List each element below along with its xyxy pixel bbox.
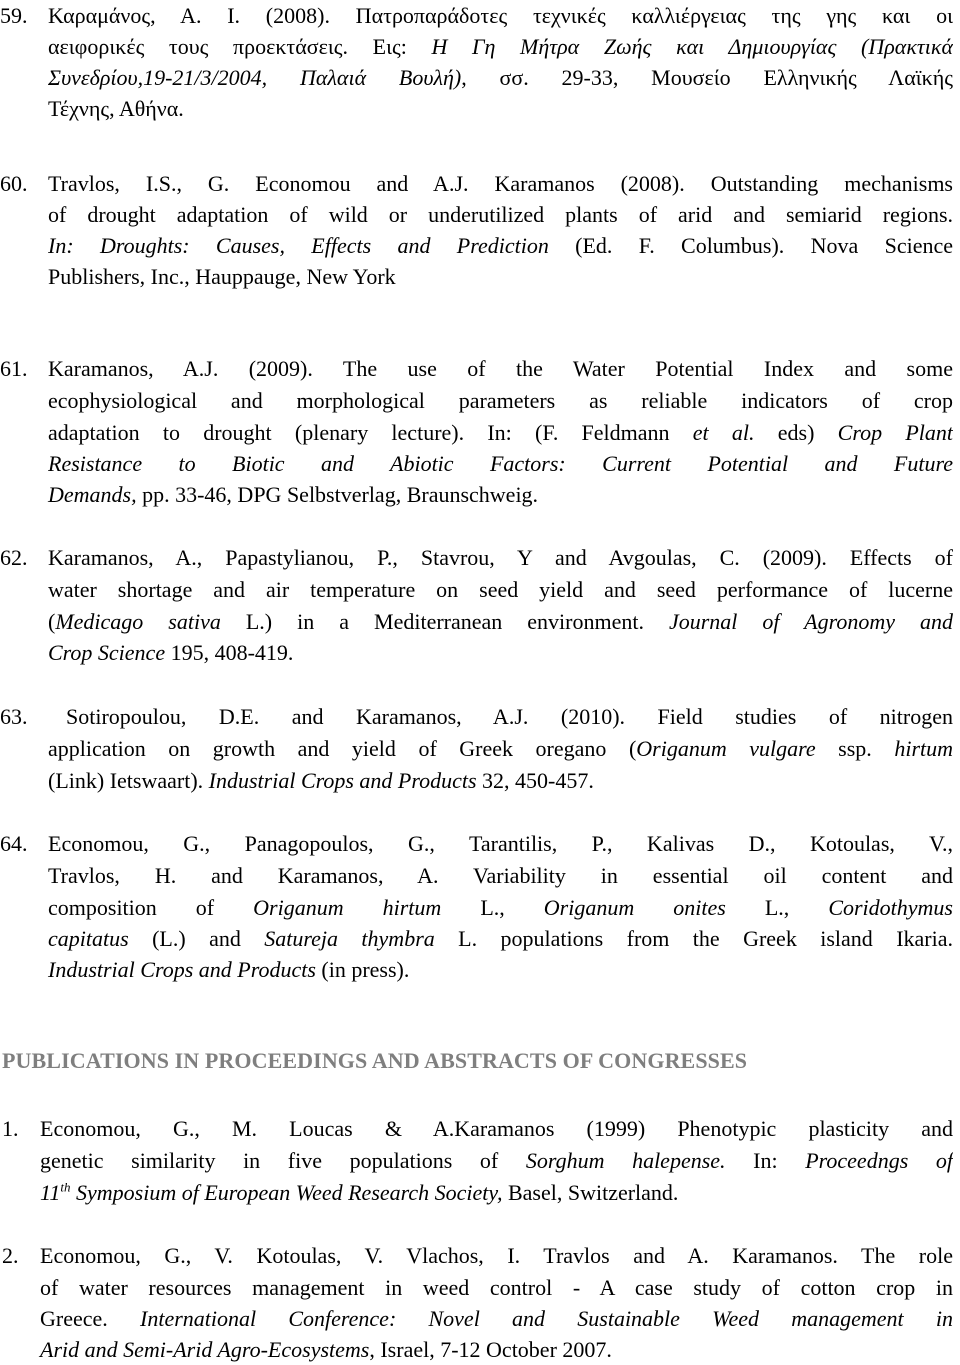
entry-line: Sotiropoulou, D.E. and Karamanos, A.J. (2010). Field studies of nitrogen: [66, 704, 953, 729]
section-heading: PUBLICATIONS IN PROCEEDINGS AND ABSTRACTS OF CONGRESSES: [2, 1048, 748, 1073]
entry-number: 60.: [0, 171, 28, 196]
entry-line: Crop Science 195, 408-419.: [48, 640, 294, 665]
entry-number: 61.: [0, 356, 28, 381]
entry-line: Συνεδρίου,19-21/3/2004, Παλαιά Βουλή), σσ. 29-33, Μουσείο Ελληνικής Λαϊκής: [48, 65, 953, 90]
entry-number: 64.: [0, 831, 28, 856]
entry-number: 59.: [0, 3, 28, 28]
entry-line: (Medicago sativa L.) in a Mediterranean environment. Journal of Agronomy and: [48, 609, 953, 634]
entry-number: 63.: [0, 704, 28, 729]
entry-line: capitatus (L.) and Satureja thymbra L. populations from the Greek island Ikaria.: [48, 926, 953, 951]
entry-line: composition of Origanum hirtum L., Origanum onites L., Coridothymus: [48, 895, 953, 920]
entry-line: Καραμάνος, Α. Ι. (2008). Πατροπαράδοτες τεχνικές καλλιέργειας της γης και οι: [48, 3, 953, 28]
entry-line: In: Droughts: Causes, Effects and Prediction (Ed. F. Columbus). Nova Science: [48, 233, 953, 258]
entry-line: Arid and Semi-Arid Agro-Ecosystems, Israel, 7-12 October 2007.: [40, 1337, 612, 1362]
entry-line: (Link) Ietswaart). Industrial Crops and Products 32, 450-457.: [48, 768, 594, 793]
entry-line: Economou, G., M. Loucas & A.Karamanos (1999) Phenotypic plasticity and: [40, 1116, 953, 1141]
entry-line: water shortage and air temperature on seed yield and seed performance of lucerne: [48, 577, 953, 602]
entry-line: genetic similarity in five populations of Sorghum halepense. In: Proceedngs of: [40, 1148, 953, 1173]
entry-line: Greece. International Conference: Novel and Sustainable Weed management in: [40, 1306, 953, 1331]
entry-line: Economou, G., V. Kotoulas, V. Vlachos, I. Travlos and A. Karamanos. The role: [40, 1243, 953, 1268]
entry-line: Travlos, H. and Karamanos, A. Variability in essential oil content and: [48, 863, 953, 888]
entry-line: of water resources management in weed control - A case study of cotton crop in: [40, 1275, 953, 1300]
entry-line: 11th Symposium of European Weed Research Society, Basel, Switzerland.: [40, 1179, 679, 1205]
entry-number: 2.: [2, 1243, 19, 1268]
entry-line: application on growth and yield of Greek oregano (Origanum vulgare ssp. hirtum: [48, 736, 953, 761]
entry-line: Industrial Crops and Products (in press).: [48, 957, 410, 982]
entry-line: of drought adaptation of wild or underutilized plants of arid and semiarid regions.: [48, 202, 953, 227]
entry-line: Resistance to Biotic and Abiotic Factors: Current Potential and Future: [48, 451, 953, 476]
entry-line: Karamanos, A.J. (2009). The use of the Water Potential Index and some: [48, 356, 953, 381]
entry-line: αειφορικές τους προεκτάσεις. Εις: Η Γη Μήτρα Ζωής και Δημιουργίας (Πρακτικά: [48, 34, 953, 59]
entry-line: Travlos, I.S., G. Economou and A.J. Karamanos (2008). Outstanding mechanisms: [48, 171, 953, 196]
entry-number: 1.: [2, 1116, 19, 1141]
entry-line: Karamanos, A., Papastylianou, P., Stavrou, Y and Avgoulas, C. (2009). Effects of: [48, 545, 953, 570]
entry-line: Economou, G., Panagopoulos, G., Tarantilis, P., Kalivas D., Kotoulas, V.,: [48, 831, 953, 856]
entry-number: 62.: [0, 545, 28, 570]
entry-line: Τέχνης, Αθήνα.: [48, 96, 184, 121]
entry-line: adaptation to drought (plenary lecture). In: (F. Feldmann et al. eds) Crop Plant: [48, 420, 953, 445]
entry-line: ecophysiological and morphological parameters as reliable indicators of crop: [48, 388, 953, 413]
entry-line: Demands, pp. 33-46, DPG Selbstverlag, Braunschweig.: [48, 482, 539, 507]
entry-line: Publishers, Inc., Hauppauge, New York: [48, 264, 396, 289]
